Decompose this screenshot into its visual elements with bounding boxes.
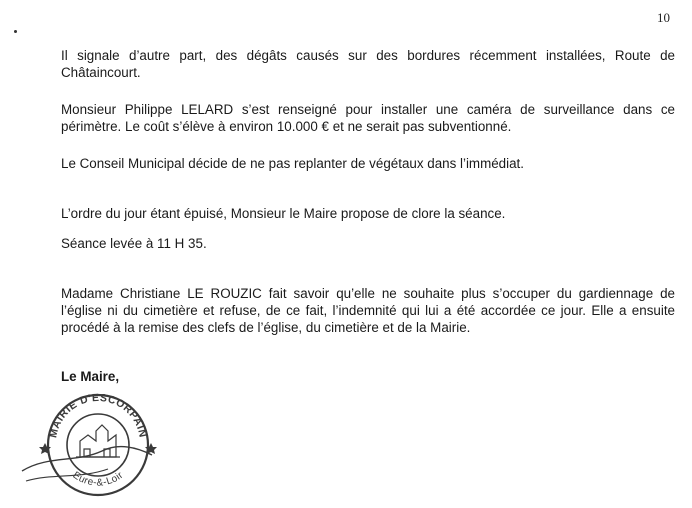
svg-text:Eure-&-Loir: Eure-&-Loir xyxy=(70,469,126,489)
page-number: 10 xyxy=(657,10,670,25)
signature-title: Le Maire, xyxy=(61,369,120,384)
paragraph-route-damage: Il signale d’autre part, des dégâts causés sur des bordures récemment installées, Route de Châtaincourt. xyxy=(61,48,675,80)
scan-artifact-dot xyxy=(14,30,17,33)
paragraph-agenda-closing: L’ordre du jour étant épuisé, Monsieur le Maire propose de clore la séance. xyxy=(61,206,506,221)
svg-text:MAIRIE D'ESCORPAIN: MAIRIE D'ESCORPAIN xyxy=(47,391,149,439)
paragraph-surveillance-camera: Monsieur Philippe LELARD s’est renseigné pour installer une caméra de surveillance dans ce périmètre. Le coût s’élève à environ 10.000 € et ne serait pas subventionné. xyxy=(61,102,675,134)
mairie-stamp xyxy=(18,385,158,503)
paragraph-session-closed: Séance levée à 11 H 35. xyxy=(61,236,207,251)
paragraph-caretaker-resignation: Madame Christiane LE ROUZIC fait savoir qu’elle ne souhaite plus s’occuper du gardiennage de l’église ni du cimetière et refuse, de ce fait, l’indemnité qui lui a été accordée ce jour. Elle a ensuite procédé à la remise des clefs de l’église, du cimetière et de la Mairie. xyxy=(61,286,675,335)
paragraph-replanting-decision: Le Conseil Municipal décide de ne pas replanter de végétaux dans l’immédiat. xyxy=(61,156,524,171)
